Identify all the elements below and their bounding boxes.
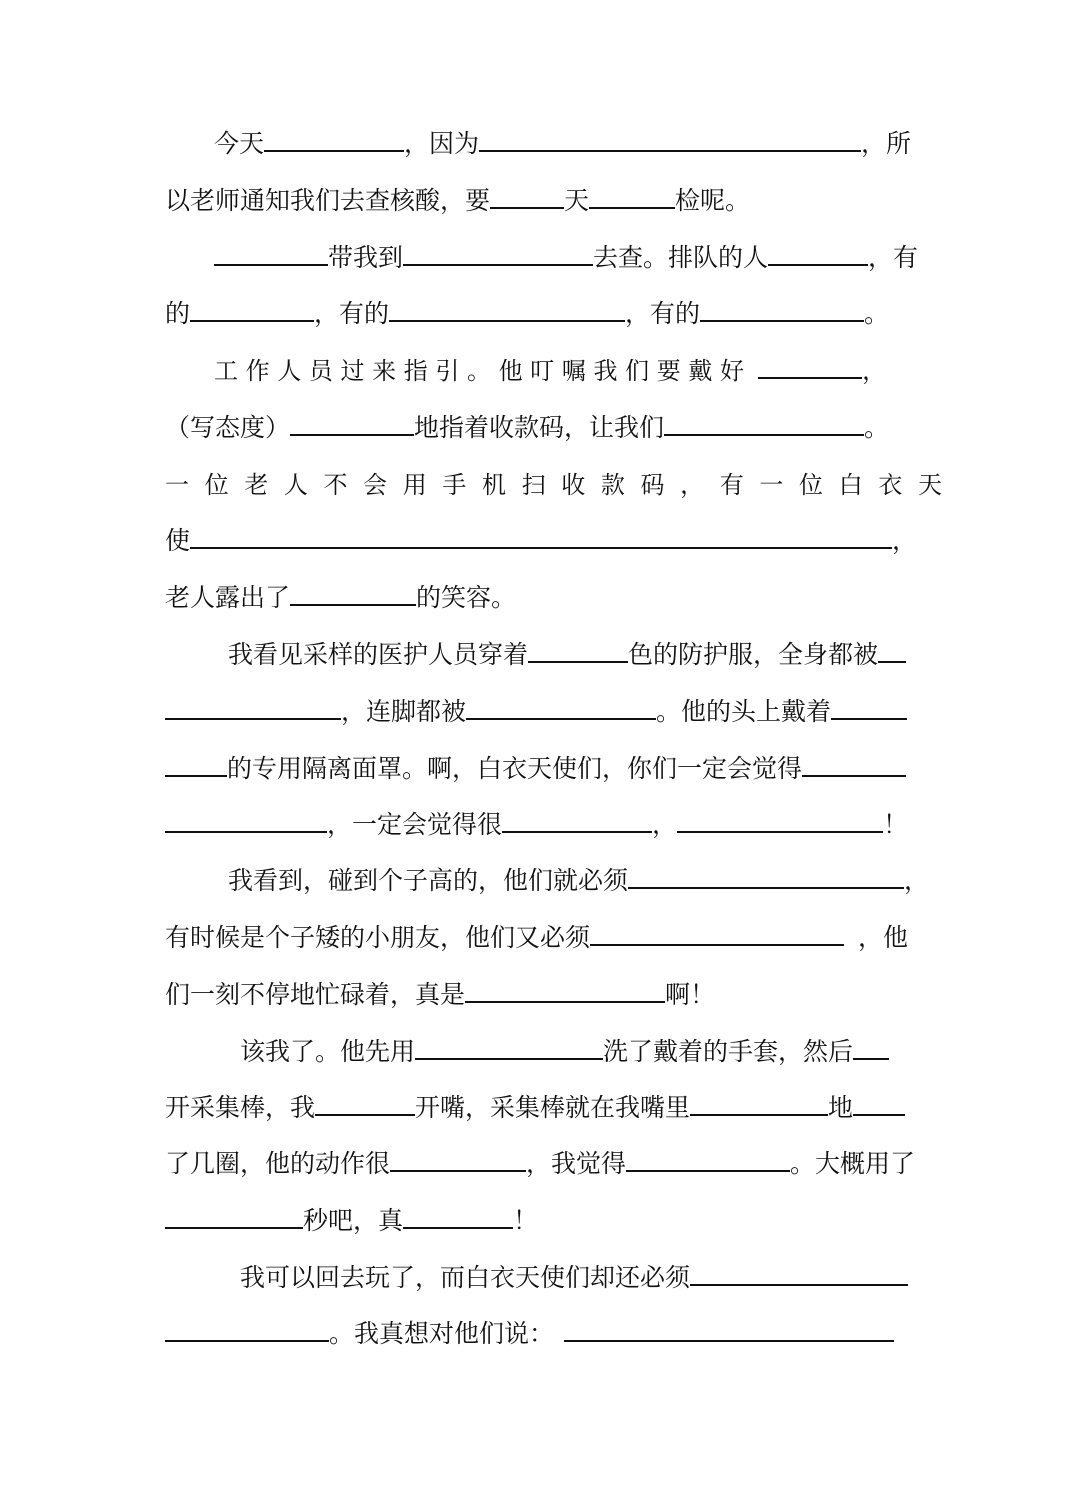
text: 的 — [165, 299, 191, 328]
fill-blank[interactable] — [664, 410, 864, 436]
fill-blank[interactable] — [690, 1260, 908, 1286]
worksheet-line-15 — [165, 916, 908, 960]
worksheet-line-10 — [228, 633, 906, 677]
fill-blank[interactable] — [479, 126, 861, 152]
worksheet-line-6 — [165, 406, 889, 450]
text: 。他的头上戴着 — [656, 697, 832, 726]
fill-blank[interactable] — [190, 523, 892, 549]
text: ，所 — [861, 129, 912, 158]
fill-blank[interactable] — [564, 1316, 894, 1342]
fill-blank[interactable] — [290, 580, 416, 606]
text: 我可以回去玩了，而白衣天使们却还必须 — [240, 1263, 691, 1292]
worksheet-line-13 — [165, 803, 908, 847]
fill-blank[interactable] — [802, 751, 906, 777]
fill-blank[interactable] — [165, 751, 227, 777]
fill-blank[interactable] — [528, 637, 628, 663]
fill-blank[interactable] — [165, 1316, 329, 1342]
text: 。 — [864, 413, 890, 442]
text: ， — [892, 526, 918, 555]
fill-blank[interactable] — [589, 183, 675, 209]
worksheet-line-5 — [214, 349, 886, 393]
fill-blank[interactable] — [214, 240, 328, 266]
fill-blank[interactable] — [590, 920, 844, 946]
text: ，他 — [858, 923, 909, 952]
text: 一 位 老 人 不 会 用 手 机 扫 收 款 码 ， 有 一 位 白 衣 天 — [165, 471, 946, 499]
text: 色的防护服，全身都被 — [628, 640, 879, 669]
text: 工 作 人 员 过 来 指 引 。 他 叮 嘱 我 们 要 戴 好 — [214, 357, 745, 385]
fill-blank[interactable] — [831, 694, 907, 720]
worksheet-line-8 — [165, 519, 917, 563]
fill-blank[interactable] — [403, 1203, 513, 1229]
text: 了几圈，他的动作很 — [165, 1149, 391, 1178]
text: 带我到 — [328, 243, 404, 272]
text: ，连脚都被 — [341, 697, 467, 726]
text: ！ — [883, 810, 909, 839]
fill-blank[interactable] — [626, 1146, 790, 1172]
fill-blank[interactable] — [165, 807, 327, 833]
worksheet-line-7 — [165, 463, 946, 507]
text: 开嘴，采集棒就在我嘴里 — [415, 1093, 691, 1122]
fill-blank[interactable] — [190, 296, 314, 322]
worksheet-line-16 — [165, 973, 715, 1017]
worksheet-line-21 — [240, 1256, 908, 1300]
text: 天 — [564, 186, 590, 215]
fill-blank[interactable] — [264, 126, 404, 152]
text: ，一定会觉得很 — [327, 810, 503, 839]
fill-blank[interactable] — [165, 694, 341, 720]
worksheet-line-9 — [165, 576, 516, 620]
text: 。我真想对他们说： — [329, 1319, 555, 1348]
text: 们一刻不停地忙碌着，真是 — [165, 980, 466, 1009]
text: 使 — [165, 526, 191, 555]
text: 老人露出了 — [165, 583, 291, 612]
text: 的笑容。 — [416, 583, 517, 612]
text: 我看见采样的医护人员穿着 — [228, 640, 529, 669]
fill-blank[interactable] — [165, 1203, 303, 1229]
worksheet-line-4 — [165, 292, 889, 336]
text: （写态度） — [165, 413, 291, 442]
text: ，我觉得 — [526, 1149, 627, 1178]
fill-blank[interactable] — [466, 694, 656, 720]
text: ，有的 — [314, 299, 390, 328]
worksheet-line-12 — [165, 747, 906, 791]
text: 。 — [864, 299, 890, 328]
text: ， — [862, 357, 887, 385]
fill-blank[interactable] — [853, 1034, 889, 1060]
fill-blank[interactable] — [690, 1090, 828, 1116]
text: 地指着收款码，让我们 — [414, 413, 665, 442]
fill-blank[interactable] — [853, 1090, 905, 1116]
worksheet-line-3 — [214, 236, 918, 280]
fill-blank[interactable] — [389, 296, 625, 322]
worksheet-line-1 — [214, 122, 911, 166]
text: 有时候是个子矮的小朋友，他们又必须 — [165, 923, 591, 952]
text: 今天 — [214, 129, 265, 158]
fill-blank[interactable] — [465, 977, 665, 1003]
fill-blank[interactable] — [502, 807, 652, 833]
worksheet-line-19 — [165, 1142, 915, 1186]
text: 啊！ — [665, 980, 716, 1009]
worksheet-line-20 — [165, 1199, 538, 1243]
fill-blank[interactable] — [403, 240, 593, 266]
text: ，有的 — [625, 299, 701, 328]
worksheet-line-18 — [165, 1086, 905, 1130]
fill-blank[interactable] — [878, 637, 906, 663]
text: 该我了。他先用 — [240, 1037, 416, 1066]
fill-blank[interactable] — [415, 1034, 603, 1060]
fill-blank[interactable] — [315, 1090, 415, 1116]
worksheet-line-17 — [240, 1030, 889, 1074]
fill-blank[interactable] — [390, 1146, 526, 1172]
fill-blank[interactable] — [758, 353, 862, 379]
text: 检呢。 — [675, 186, 751, 215]
worksheet-line-11 — [165, 690, 907, 734]
worksheet-line-22 — [165, 1312, 894, 1356]
fill-blank[interactable] — [628, 863, 904, 889]
fill-blank[interactable] — [768, 240, 868, 266]
text: 去查。排队的人 — [593, 243, 769, 272]
worksheet-line-14 — [228, 859, 929, 903]
text: 我看到，碰到个子高的，他们就必须 — [228, 866, 629, 895]
text: 开采集棒，我 — [165, 1093, 316, 1122]
fill-blank[interactable] — [490, 183, 564, 209]
worksheet-line-2 — [165, 179, 750, 223]
text: ， — [652, 810, 678, 839]
text: 的专用隔离面罩。啊，白衣天使们，你们一定会觉得 — [227, 754, 803, 783]
text: 。大概用了 — [790, 1149, 916, 1178]
fill-blank[interactable] — [290, 410, 414, 436]
text: 以老师通知我们去查核酸，要 — [165, 186, 491, 215]
fill-blank[interactable] — [700, 296, 864, 322]
text: ， — [904, 866, 930, 895]
text: ！ — [513, 1206, 539, 1235]
text: ，有 — [868, 243, 919, 272]
text: ，因为 — [404, 129, 480, 158]
text: 洗了戴着的手套，然后 — [603, 1037, 854, 1066]
text: 地 — [828, 1093, 854, 1122]
text: 秒吧，真 — [303, 1206, 404, 1235]
fill-blank[interactable] — [677, 807, 883, 833]
